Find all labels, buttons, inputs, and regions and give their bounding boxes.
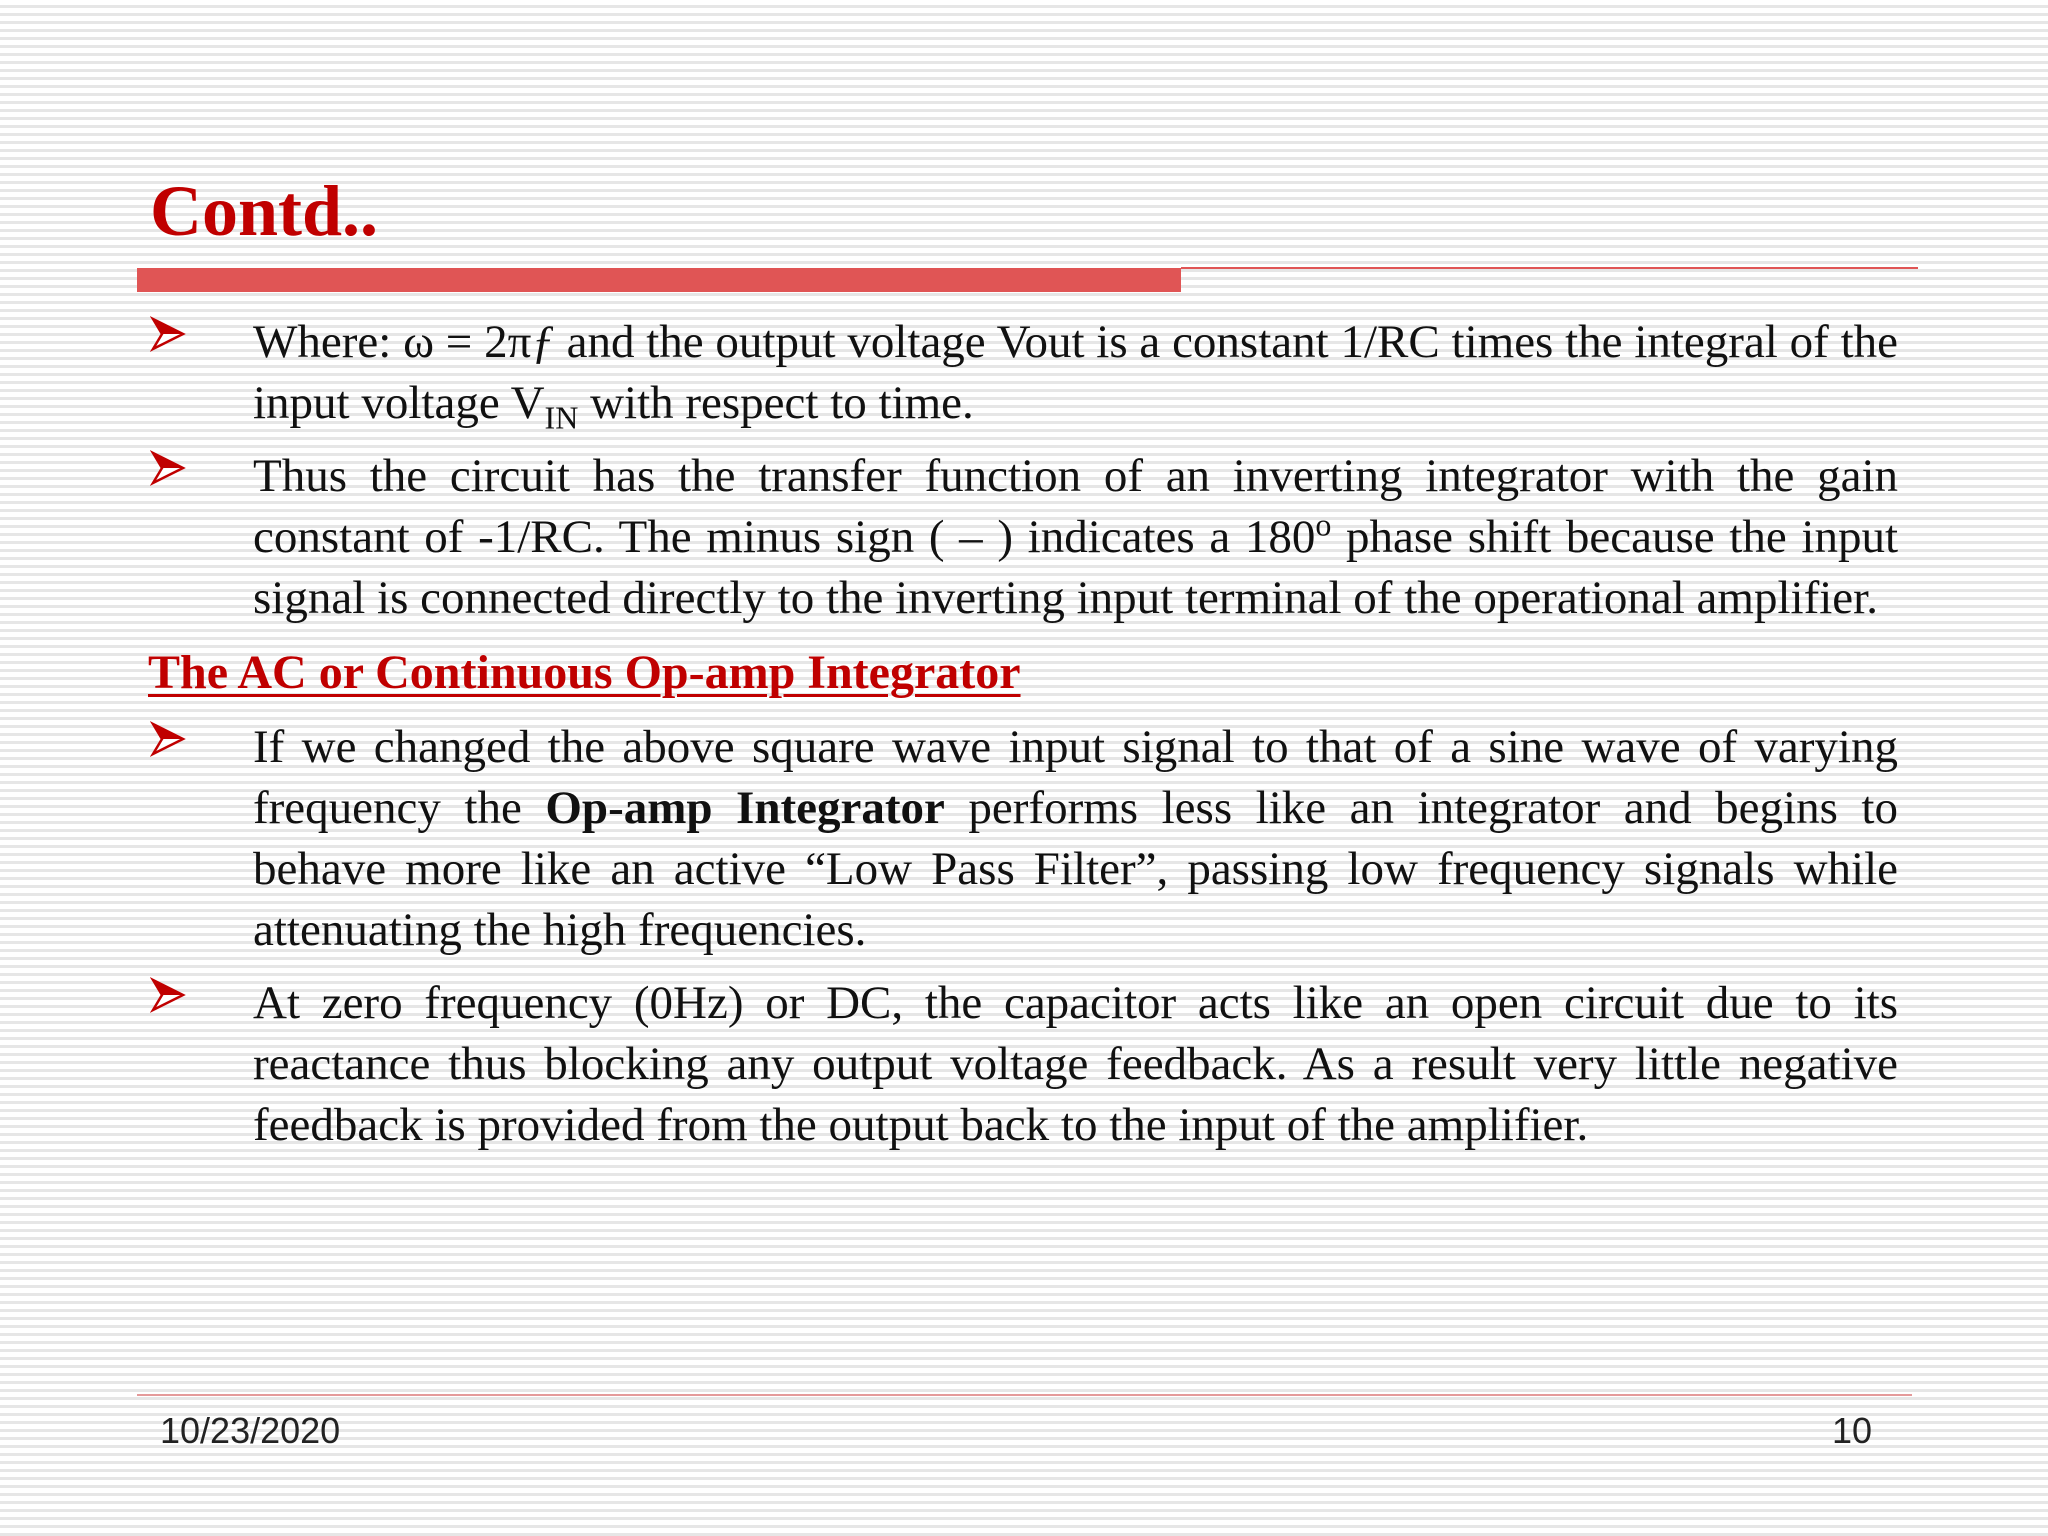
footer-divider [137, 1394, 1912, 1396]
arrow-bullet-icon [150, 316, 186, 352]
bullet-item [148, 446, 1898, 629]
page-number: 10 [1831, 1410, 1872, 1451]
bullet-item [148, 717, 1898, 961]
bullet-text: If we changed the above square wave input signal to that of a sine wave of varying frequency the [253, 721, 1898, 834]
bullet-text: Where: ω = 2π [253, 316, 532, 368]
bullet-text: phase shift because the input signal is connected directly to the inverting input terminal of the operational amplifier. [253, 511, 1899, 624]
bullet-text: performs less like an integrator and begins to behave more like an active “Low Pass Filter”, passing low frequency signals while attenuating the high frequencies. [253, 782, 1898, 956]
arrow-bullet-icon [150, 977, 186, 1013]
title-underline-bar [137, 268, 1181, 292]
arrow-bullet-icon [150, 450, 186, 486]
slide-content [148, 312, 1898, 1168]
title-underline-rule [1181, 267, 1918, 269]
bullet-item [148, 973, 1898, 1156]
bullet-text: At zero frequency (0Hz) or DC, the capacitor acts like an open circuit due to its reactance thus blocking any output voltage feedback. As a result very little negative feedback is provided from the output back to the input of the amplifier. [253, 977, 1898, 1151]
subscript-text: IN [544, 399, 579, 436]
superscript-text: o [1315, 506, 1332, 543]
bullet-text: with respect to time. [578, 377, 974, 429]
bullet-text: Thus the circuit has the transfer function of an inverting integrator with the gain constant of -1/RC. The minus sign ( – ) indicates a 180 [253, 450, 1898, 563]
section-heading: The AC or Continuous Op-amp Integrator [148, 646, 1021, 699]
slide-title: Contd.. [150, 171, 379, 251]
bullet-text-bold: Op-amp Integrator [545, 782, 945, 834]
bullet-text: and the output voltage Vout is a constant 1/RC times the integral of the input voltage V [253, 316, 1898, 429]
footer-date: 10/23/2020 [160, 1410, 341, 1451]
bullet-item [148, 312, 1898, 434]
arrow-bullet-icon [150, 721, 186, 757]
bullet-text-italic: ƒ [531, 316, 555, 368]
